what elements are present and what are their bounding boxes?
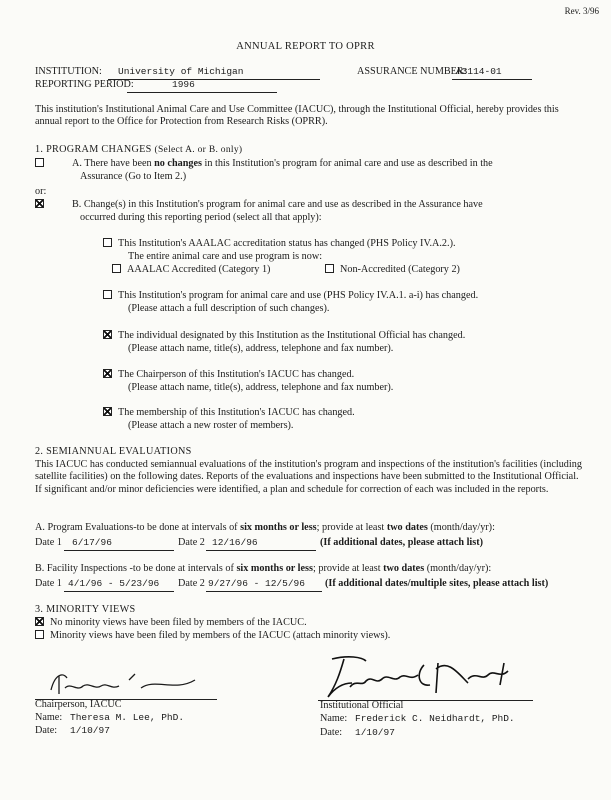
page-title: ANNUAL REPORT TO OPRR (236, 41, 375, 52)
b-item-4-checkbox[interactable] (103, 369, 112, 378)
b-date1-value[interactable]: 4/1/96 - 5/23/96 (68, 578, 160, 589)
assurance-label: ASSURANCE NUMBER: (357, 66, 467, 77)
option-a-rest: in this Institution's program for animal care and use as described in the (201, 158, 493, 169)
chairperson-name: Theresa M. Lee, PhD. (70, 712, 185, 723)
reporting-label: REPORTING PERIOD: (35, 79, 134, 90)
aaalac-accredited-label: AAALAC Accredited (Category 1) (127, 264, 271, 275)
a-date2-label: Date 2 (178, 537, 205, 548)
b-date2-value[interactable]: 9/27/96 - 12/5/96 (208, 578, 305, 589)
chairperson-title: Chairperson, IACUC (35, 699, 122, 710)
program-evaluations-bold1: six months or less (240, 522, 317, 533)
option-a[interactable] (35, 158, 50, 170)
institution-value[interactable]: University of Michigan (118, 66, 244, 77)
option-a-bold: no changes (154, 158, 202, 169)
revision-label: Rev. 3/96 (564, 6, 599, 16)
a-date2-underline (206, 550, 316, 551)
chairperson-name-label: Name: (35, 712, 63, 723)
b-item-3[interactable] (103, 330, 465, 342)
a-date1-value[interactable]: 6/17/96 (72, 537, 112, 548)
b-item-4-line2: (Please attach name, title(s), address, telephone and fax number). (128, 382, 394, 393)
b-date2-label: Date 2 (178, 578, 205, 589)
section1-heading (35, 144, 242, 157)
option-b[interactable] (35, 199, 50, 211)
b-item-4-text: The Chairperson of this Institution's IACUC has changed. (118, 369, 355, 380)
program-evaluations-mid: ; provide at least (316, 522, 387, 533)
b-date1-label: Date 1 (35, 578, 62, 589)
reporting-value[interactable]: 1996 (172, 79, 195, 90)
facility-inspections-bold2: two dates (383, 563, 425, 574)
b-item-5-text: The membership of this Institution's IACUC has changed. (118, 407, 355, 418)
official-date: 1/10/97 (355, 727, 395, 738)
non-accredited-checkbox[interactable] (325, 264, 334, 273)
b-item-5[interactable] (103, 407, 355, 419)
section1-note: (Select A. or B. only) (154, 145, 243, 155)
minority-option-1-text: No minority views have been filed by members of the IACUC. (50, 617, 307, 628)
b-item-2-text: This Institution's program for animal care and use (PHS Policy IV.A.1. a-i) has changed. (118, 290, 479, 301)
section3-heading: 3. MINORITY VIEWS (35, 604, 136, 615)
non-accredited-label: Non-Accredited (Category 2) (340, 264, 460, 275)
b-item-1-checkbox[interactable] (103, 238, 112, 247)
aaalac-accredited-option[interactable] (112, 264, 270, 276)
reporting-underline (127, 92, 277, 93)
option-b-checkbox[interactable] (35, 199, 44, 208)
or-label: or: (35, 186, 47, 197)
option-a-checkbox[interactable] (35, 158, 44, 167)
b-item-1-text: This Institution's AAALAC accreditation status has changed (PHS Policy IV.A.2.). (118, 238, 456, 249)
assurance-value[interactable]: A3114-01 (456, 66, 502, 77)
non-accredited-option[interactable] (325, 264, 460, 276)
b-date2-underline (206, 591, 322, 592)
option-a-prefix: A. There have been (72, 158, 155, 169)
minority-option-2-checkbox[interactable] (35, 630, 44, 639)
option-b-line2: occurred during this reporting period (select all that apply): (80, 212, 322, 223)
program-evaluations-label: A. Program Evaluations (35, 522, 134, 533)
b-item-3-line2: (Please attach name, title(s), address, telephone and fax number). (128, 343, 394, 354)
official-signature (318, 653, 528, 703)
a-date1-underline (64, 550, 174, 551)
section2-body: This IACUC has conducted semiannual evaluations of the institution's program and inspections of the institution's facilities (including satellite facilities) on the following dates. Reports of the evaluations and inspections have been submitted to the Institutional Official. If significant and/or minor deficiencies were identified, a plan and schedule for correction of each was included in the reports. (35, 459, 582, 495)
a-date2-value[interactable]: 12/16/96 (212, 537, 258, 548)
official-title: Institutional Official (320, 700, 404, 711)
option-b-line1: B. Change(s) in this Institution's program for animal care and use as described in the Assurance have (72, 199, 483, 210)
facility-inspections-bold1: six months or less (236, 563, 313, 574)
aaalac-accredited-checkbox[interactable] (112, 264, 121, 273)
b-item-2[interactable] (103, 290, 478, 302)
b-item-5-line2: (Please attach a new roster of members). (128, 420, 294, 431)
b-item-1[interactable] (103, 238, 456, 250)
institution-underline (108, 79, 320, 80)
chairperson-signature (45, 668, 215, 698)
a-date1-label: Date 1 (35, 537, 62, 548)
chairperson-date-label: Date: (35, 725, 58, 736)
b-item-4[interactable] (103, 369, 354, 381)
official-name-label: Name: (320, 713, 348, 724)
a-additional-note: (If additional dates, please attach list) (320, 537, 483, 548)
facility-inspections-mid: ; provide at least (312, 563, 384, 574)
program-evaluations-pre: -to be done at intervals of (133, 522, 241, 533)
b-item-3-text: The individual designated by this Institution as the Institutional Official has changed. (118, 330, 466, 341)
facility-inspections-line (35, 563, 491, 575)
assurance-underline (452, 79, 532, 80)
program-evaluations-line (35, 522, 495, 534)
b-date1-underline (64, 591, 174, 592)
facility-inspections-label: B. Facility Inspections (35, 563, 127, 574)
section1-title: 1. PROGRAM CHANGES (35, 144, 152, 155)
option-a-text (72, 158, 493, 170)
minority-option-2[interactable] (35, 630, 390, 642)
minority-option-2-text: Minority views have been filed by members of the IACUC (attach minority views). (50, 630, 391, 641)
program-evaluations-bold2: two dates (386, 522, 428, 533)
intro-paragraph: This institution's Institutional Animal Care and Use Committee (IACUC), through the Institutional Official, hereby provides this annual report to the Office for Protection from Research Risks (OPRR). (35, 104, 559, 128)
b-item-5-checkbox[interactable] (103, 407, 112, 416)
chairperson-date: 1/10/97 (70, 725, 110, 736)
minority-option-1-checkbox[interactable] (35, 617, 44, 626)
b-additional-note: (If additional dates/multiple sites, please attach list) (325, 578, 549, 589)
facility-inspections-pre: -to be done at intervals of (126, 563, 237, 574)
minority-option-1[interactable] (35, 617, 307, 629)
b-item-2-checkbox[interactable] (103, 290, 112, 299)
b-item-2-line2: (Please attach a full description of such changes). (128, 303, 330, 314)
program-evaluations-end: (month/day/yr): (427, 522, 495, 533)
institution-label: INSTITUTION: (35, 66, 102, 77)
b-item-3-checkbox[interactable] (103, 330, 112, 339)
section2-heading: 2. SEMIANNUAL EVALUATIONS (35, 446, 192, 457)
facility-inspections-end: (month/day/yr): (424, 563, 492, 574)
option-a-line2: Assurance (Go to Item 2.) (80, 171, 187, 182)
official-date-label: Date: (320, 727, 343, 738)
official-name: Frederick C. Neidhardt, PhD. (355, 713, 515, 724)
b-item-1-line2: The entire animal care and use program is now: (128, 251, 323, 262)
